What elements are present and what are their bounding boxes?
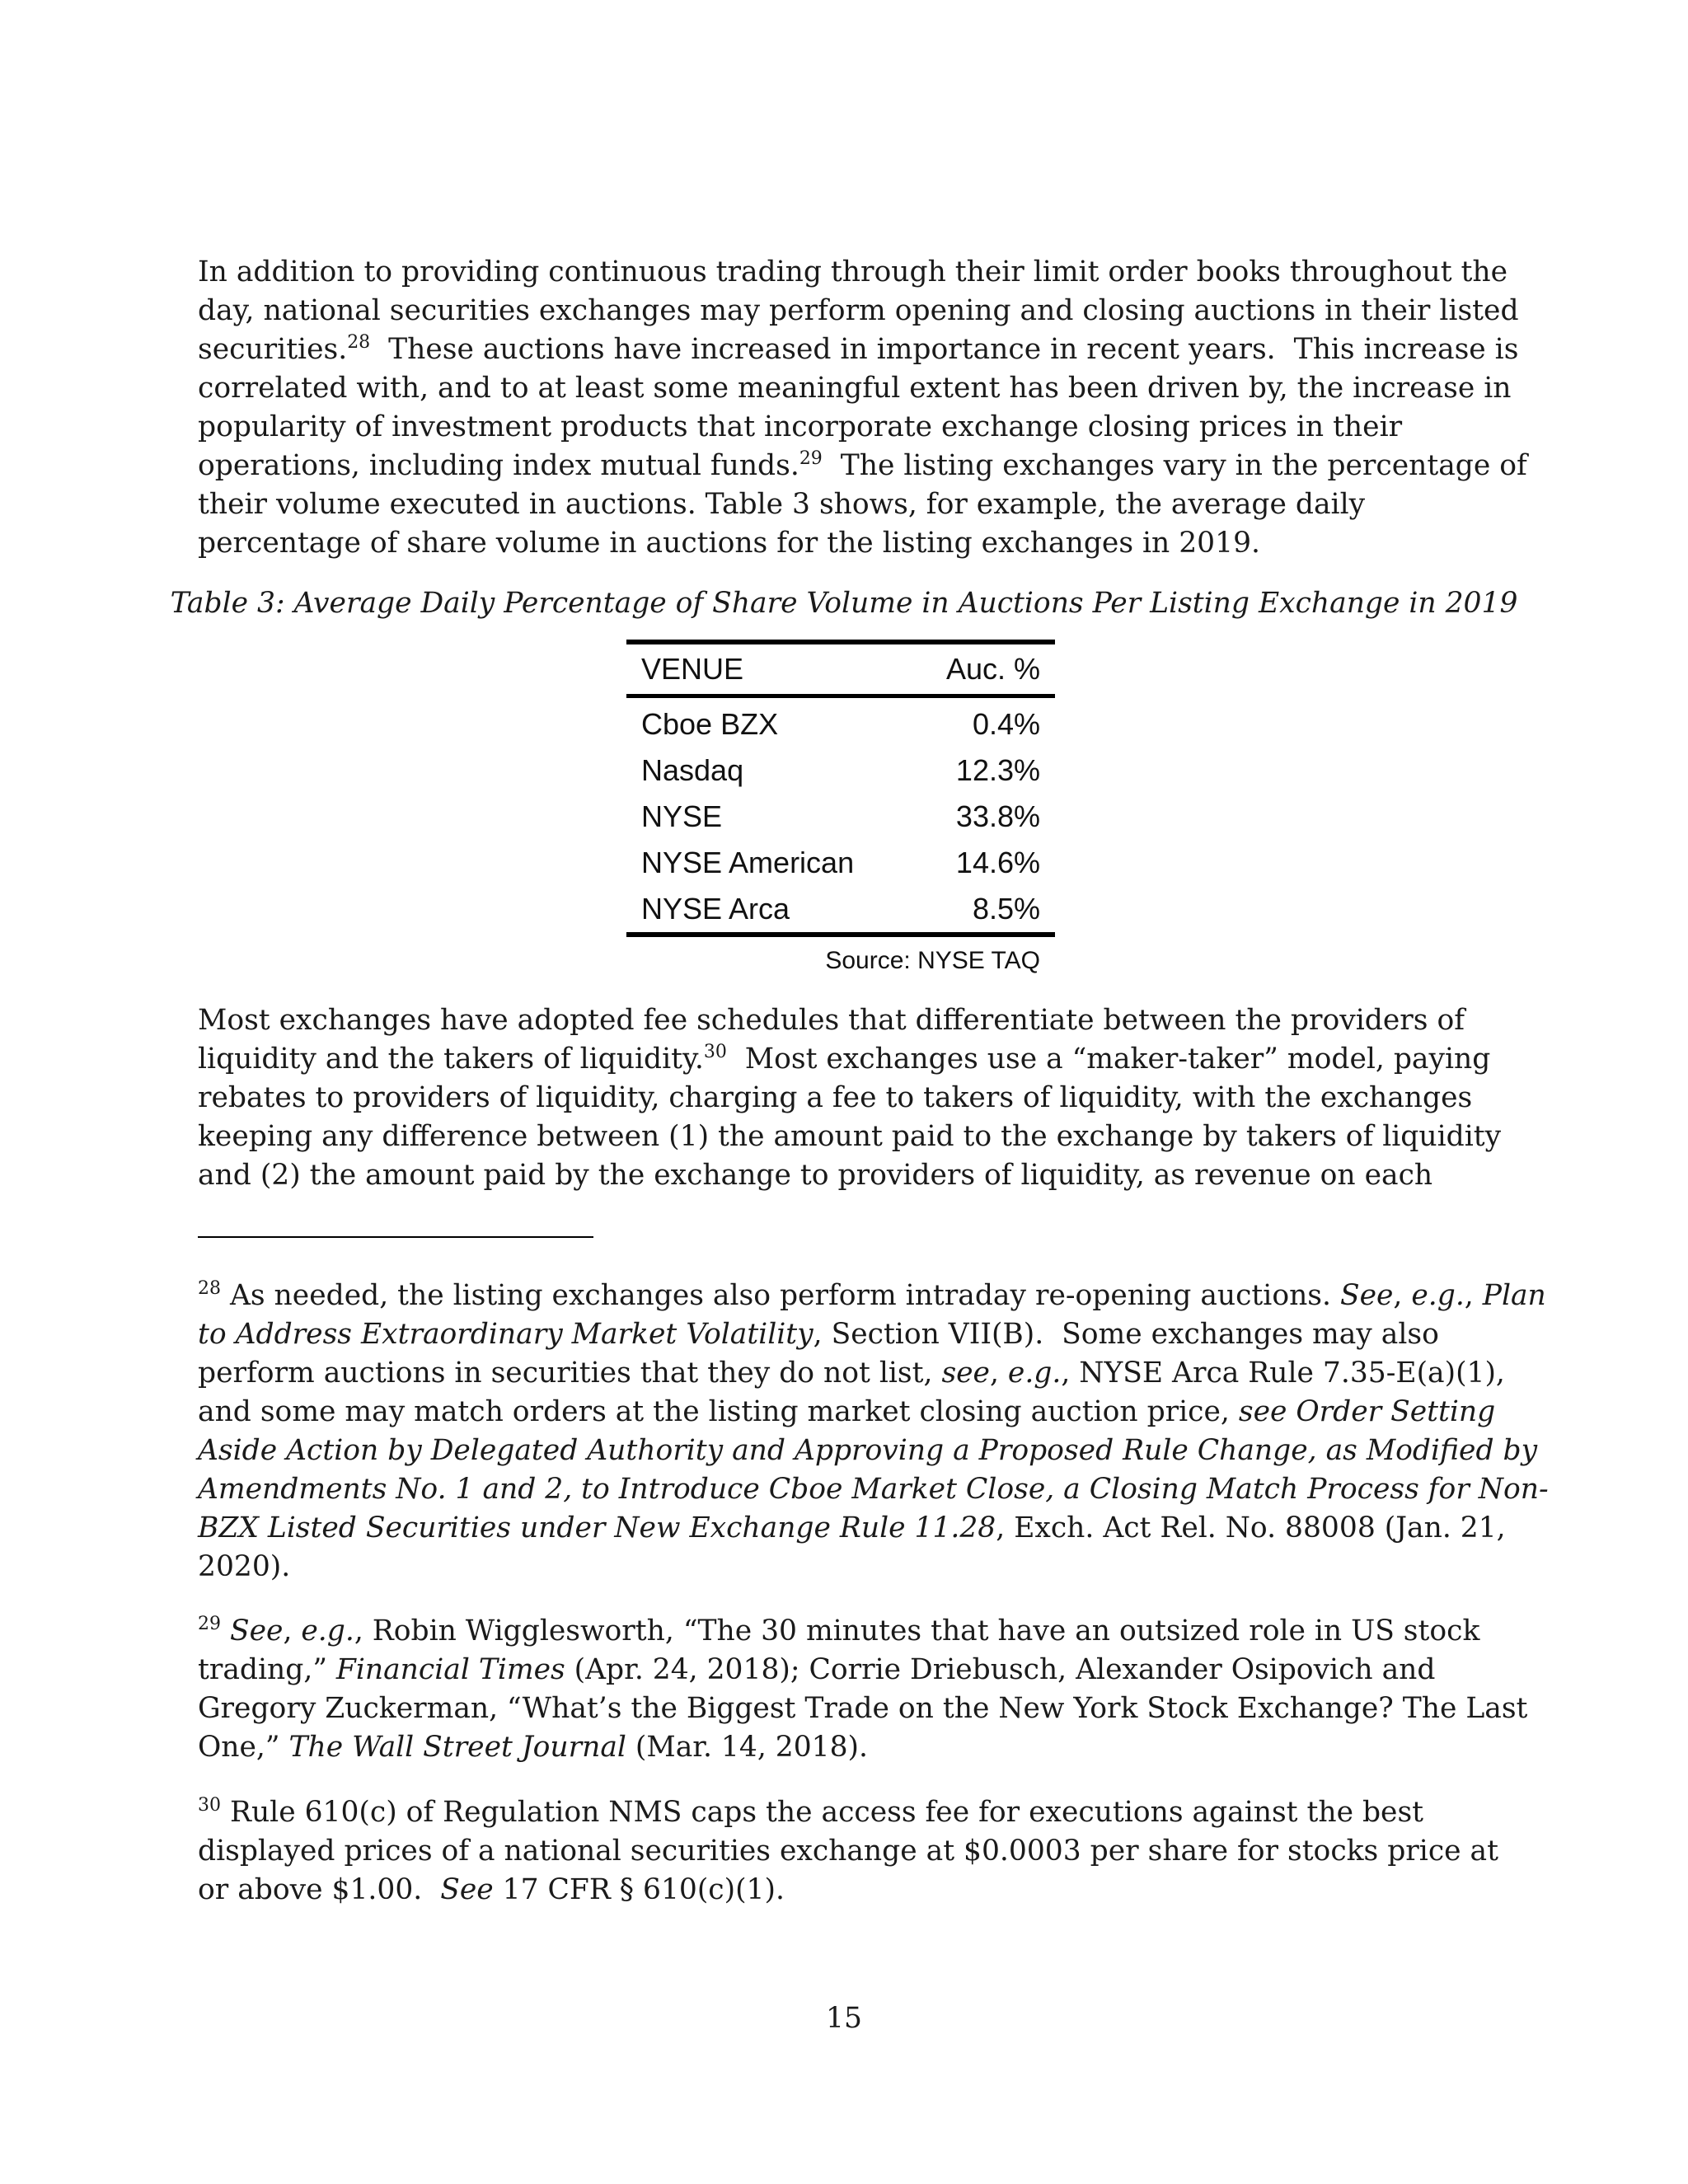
italic-run: The Wall Street Journal [288,1731,626,1764]
text-line [198,1432,1538,1470]
auction-pct-cell: 12.3% [955,753,1040,787]
text-line: In addition to providing continuous trading through their limit order books throughout the [198,255,1508,288]
text-line: percentage of share volume in auctions for the listing exchanges in 2019. [198,527,1260,560]
venue-cell: NYSE [641,799,723,833]
text-run: operations, including index mutual funds. [198,449,799,482]
italic-run: to Address Extraordinary Market Volatility [198,1318,814,1351]
text-run: , NYSE Arca Rule 7.35-E(a)(1), [1061,1357,1505,1390]
italic-run: See [221,1615,284,1647]
text-run: , [1464,1279,1483,1312]
text-run: liquidity and the takers of liquidity. [198,1043,704,1076]
text-run: Most exchanges use a “maker-taker” model, paying [726,1043,1491,1076]
text-line [198,1612,1500,1651]
footnote-28 [198,1277,1549,1586]
italic-run: e.g. [301,1615,354,1647]
text-line [198,1354,1505,1393]
venue-cell: NYSE Arca [641,892,790,926]
footnote-29 [198,1612,1528,1767]
text-run: These auctions have increased in importance in recent years. This increase is [370,333,1519,366]
italic-run: e.g. [1007,1357,1062,1390]
text-run: and some may match orders at the listing market closing auction price, [198,1395,1239,1428]
text-run: or above $1.00. [198,1873,441,1906]
text-run: Rule 610(c) of Regulation NMS caps the access fee for executions against the best [221,1796,1424,1829]
italic-run: See [1339,1279,1394,1312]
text-line [198,1277,1546,1315]
italic-run: See [440,1873,494,1906]
text-run: , Robin Wigglesworth, “The 30 minutes that have an outsized role in US stock [354,1615,1480,1647]
text-run: , [989,1357,1008,1390]
text-line [198,1793,1500,1832]
text-line [198,1728,1500,1767]
italic-run: Amendments No. 1 and 2, to Introduce Cboe Market Close, a Closing Match Process for Non- [198,1473,1549,1506]
text-line [198,1651,1500,1690]
venue-cell: Cboe BZX [641,707,779,741]
auction-pct-cell: 8.5% [972,892,1040,926]
text-run: trading,” [198,1653,336,1686]
italic-run: Aside Action by Delegated Authority and Approving a Proposed Rule Change, as Modified by [198,1434,1538,1467]
table-header-row [626,644,1055,694]
column-header-venue: VENUE [641,652,744,686]
table-row [626,794,1055,840]
text-run: As needed, the listing exchanges also perform intraday re-opening auctions. [221,1279,1340,1312]
text-line: day, national securities exchanges may perform opening and closing auctions in their listed [198,294,1519,327]
text-line [198,330,1519,369]
text-line: displayed prices of a national securities exchange at $0.0003 per share for stocks price at [198,1835,1498,1868]
table-caption: Table 3: Average Daily Percentage of Share Volume in Auctions Per Listing Exchange in 2019 [170,587,1518,620]
page-number: 15 [826,2002,862,2035]
footnote-number: 30 [198,1795,221,1816]
column-header-auction-pct: Auc. % [945,652,1040,686]
text-run: securities. [198,333,348,366]
text-run: , Section VII(B). Some exchanges may also [813,1318,1439,1351]
text-line [198,1470,1549,1509]
footnote-30 [198,1793,1500,1910]
text-line: 2020). [198,1550,291,1583]
body-paragraph-1 [198,253,1527,563]
table-row [626,840,1055,886]
venue-cell: NYSE American [641,846,855,879]
footnote-number: 28 [198,1278,221,1299]
text-run: (Mar. 14, 2018). [626,1731,868,1764]
text-line: Most exchanges have adopted fee schedules that differentiate between the providers of [198,1004,1465,1037]
text-line: correlated with, and to at least some meaningful extent has been driven by, the increase in [198,372,1512,405]
text-line: keeping any difference between (1) the amount paid to the exchange by takers of liquidity [198,1120,1502,1153]
text-line [198,1509,1506,1548]
text-run: , [283,1615,302,1647]
text-line: Gregory Zuckerman, “What’s the Biggest Trade on the New York Stock Exchange? The Last [198,1692,1528,1725]
text-line: popularity of investment products that incorporate exchange closing prices in their [198,410,1403,443]
italic-run: BZX Listed Securities under New Exchange Rule 11.28 [198,1511,996,1544]
text-run: , Exch. Act Rel. No. 88008 (Jan. 21, [996,1511,1506,1544]
text-line [198,1040,1500,1079]
text-run: perform auctions in securities that they do not list, [198,1357,942,1390]
body-paragraph-2 [198,1001,1500,1195]
auction-pct-cell: 0.4% [972,707,1040,741]
text-line [198,1393,1500,1432]
table-source-note: Source: NYSE TAQ [825,947,1040,974]
auction-table [626,640,1055,975]
footnote-number: 29 [198,1614,221,1634]
footnote-separator [198,1236,593,1238]
text-run: One,” [198,1731,289,1764]
italic-run: Plan [1482,1279,1546,1312]
text-line [198,1871,1500,1910]
text-line [198,447,1527,485]
text-line: and (2) the amount paid by the exchange to providers of liquidity, as revenue on each [198,1159,1433,1192]
auction-pct-cell: 33.8% [955,799,1040,833]
text-line: rebates to providers of liquidity, charging a fee to takers of liquidity, with the exchanges [198,1081,1473,1114]
italic-run: e.g. [1411,1279,1465,1312]
text-run: (Apr. 24, 2018); Corrie Driebusch, Alexander Osipovich and [565,1653,1436,1686]
text-run: , [1393,1279,1412,1312]
italic-run: Financial Times [335,1653,565,1686]
table-bottom-rule [626,932,1055,937]
table-row [626,886,1055,932]
text-line [198,1315,1500,1354]
italic-run: see Order Setting [1238,1395,1496,1428]
table-row [626,748,1055,794]
footnote-ref-29[interactable]: 29 [799,448,823,469]
italic-run: see [941,1357,990,1390]
table-row [626,701,1055,748]
text-line: their volume executed in auctions. Table 3 shows, for example, the average daily [198,488,1366,521]
footnote-ref-28[interactable]: 28 [347,332,371,353]
text-run: The listing exchanges vary in the percentage of [822,449,1527,482]
footnote-ref-30[interactable]: 30 [703,1042,727,1062]
venue-cell: Nasdaq [641,753,744,787]
auction-pct-cell: 14.6% [955,846,1040,879]
text-run: 17 CFR § 610(c)(1). [493,1873,785,1906]
